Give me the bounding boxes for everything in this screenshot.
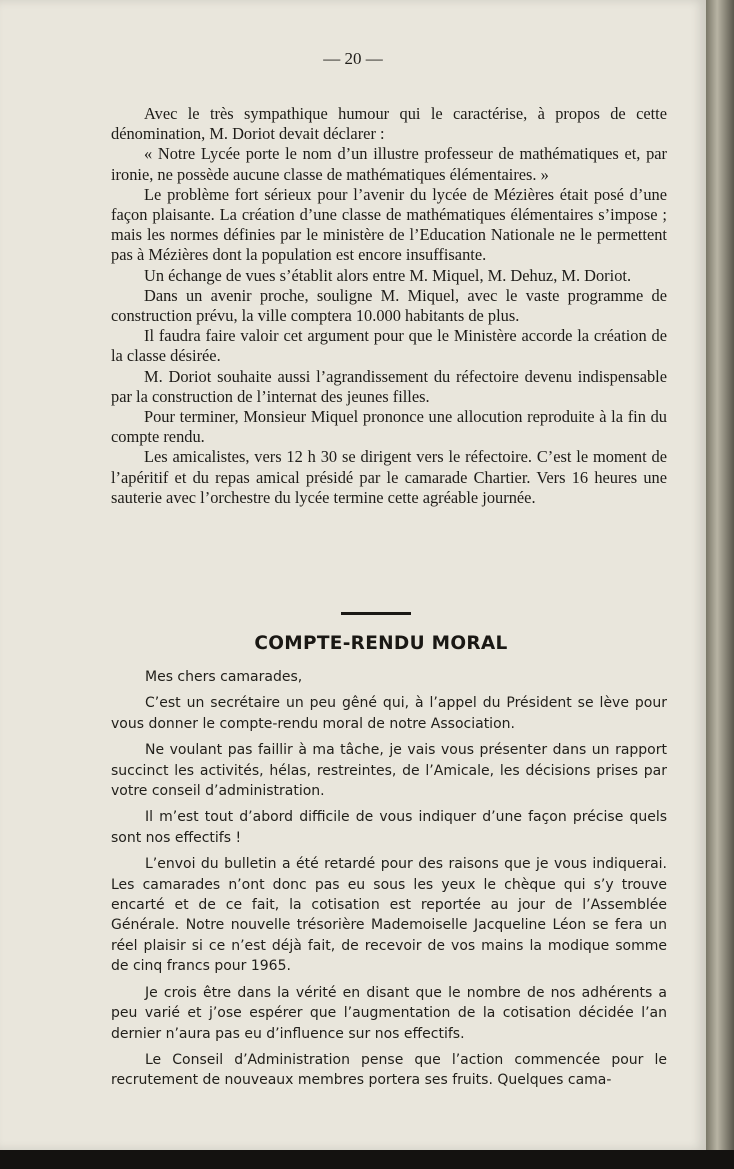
paragraph: « Notre Lycée porte le nom d’un illustre professeur de mathématiques et, par ironie, ne possède aucune classe de mathématiques élémentaires. » [111, 144, 667, 184]
paragraph: C’est un secrétaire un peu gêné qui, à l’appel du Président se lève pour vous donner le compte-rendu moral de notre Association. [111, 695, 667, 732]
report-text-top [111, 104, 667, 508]
paragraph: L’envoi du bulletin a été retardé pour des raisons que je vous indiquerai. Les camarades n’ont donc pas eu sous les yeux le chèque qui s’y trouve encarté et de ce fait, la cotisation est reportée au jour de l’Assemblée Générale. Notre nouvelle trésorière Mademoiselle Jacqueline Léon se fera un réel plaisir si ce n’est déjà fait, de recevoir de vos mains la modique somme de cinq francs pour 1965. [111, 856, 667, 975]
paragraph: Dans un avenir proche, souligne M. Miquel, avec le vaste programme de construction prévu, la ville comptera 10.000 habitants de plus. [111, 285, 667, 326]
book-spine-edge [706, 0, 734, 1169]
paragraph: Ne voulant pas faillir à ma tâche, je vais vous présenter dans un rapport succinct les activités, hélas, restreintes, de l’Amicale, les décisions prises par votre conseil d’administration. [111, 742, 667, 800]
paragraph: Un échange de vues s’établit alors entre M. Miquel, M. Dehuz, M. Doriot. [144, 265, 632, 285]
paragraph: Les amicalistes, vers 12 h 30 se dirigent vers le réfectoire. C’est le moment de l’apéritif et du repas amical présidé par le camarade Chartier. Vers 16 heures une sauterie avec l’orchestre du lycée termine cette agréable journée. [111, 447, 667, 507]
paragraph: Le Conseil d’Administration pense que l’action commencée pour le recrutement de nouveaux membres portera ses fruits. Quelques cama- [111, 1051, 667, 1089]
paragraph: M. Doriot souhaite aussi l’agrandissement du réfectoire devenu indispensable par la construction de l’internat des jeunes filles. [111, 366, 667, 406]
paragraph: Le problème fort sérieux pour l’avenir du lycée de Mézières était posé d’une façon plaisante. La création d’une classe de mathématiques élémentaires s’impose ; mais les normes définies par le ministère de l’Education Nationale ne le permettent pas à Mézières dont la population est encore insuffisante. [111, 184, 667, 265]
paragraph: Pour terminer, Monsieur Miquel prononce une allocution reproduite à la fin du compte rendu. [111, 407, 667, 447]
page-number: — 20 — [323, 49, 383, 68]
paragraph: Il m’est tout d’abord difficile de vous indiquer d’une façon précise quels sont nos effectifs ! [111, 809, 667, 846]
paragraph: Mes chers camarades, [145, 669, 303, 685]
report-text-bottom [111, 667, 667, 1097]
section-divider [341, 612, 411, 615]
paragraph: Avec le très sympathique humour qui le caractérise, à propos de cette dénomination, M. Doriot devait déclarer : [111, 104, 667, 144]
paragraph: Je crois être dans la vérité en disant que le nombre de nos adhérents a peu varié et j’ose espérer que l’augmentation de la cotisation décidée l’an dernier n’aura pas eu d’influence sur nos effectifs. [111, 984, 667, 1042]
scan-bottom-edge [0, 1150, 734, 1169]
paragraph: Il faudra faire valoir cet argument pour que le Ministère accorde la création de la classe désirée. [111, 326, 667, 366]
section-heading: COMPTE-RENDU MORAL [254, 633, 508, 654]
